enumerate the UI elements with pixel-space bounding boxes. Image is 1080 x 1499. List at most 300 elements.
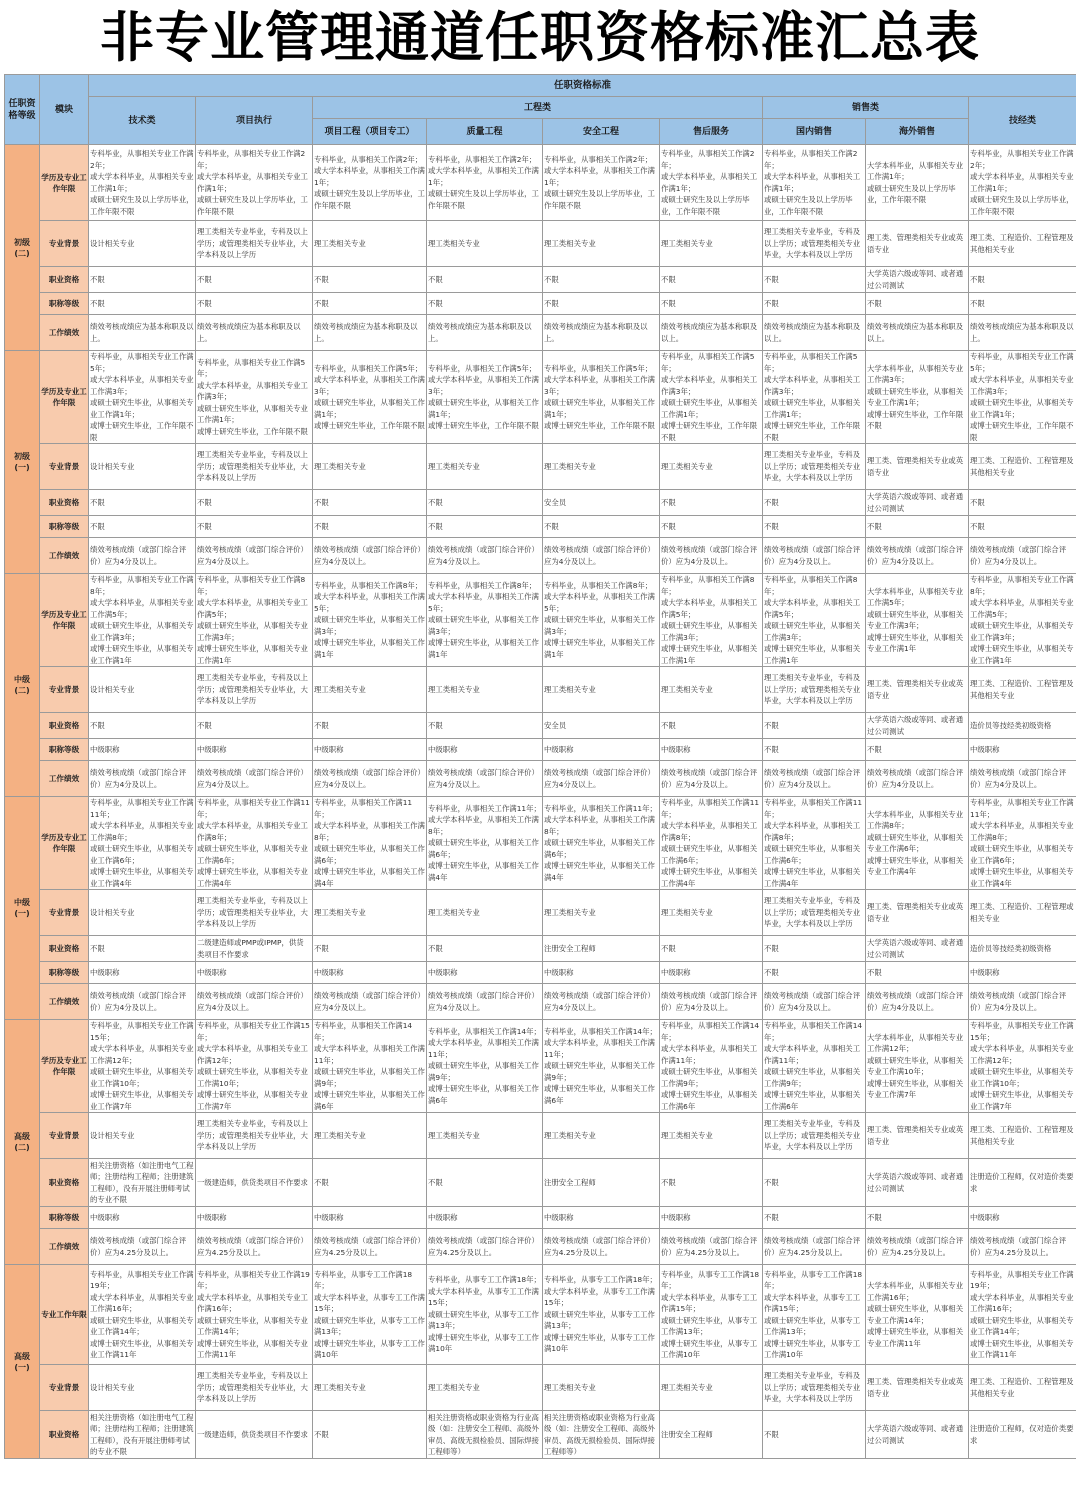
standard-cell: 专科毕业，从事相关专业工作满8年； 或大学本科毕业，从事相关专业工作满5年； 或硕士研究生毕业，从事相关专业工作满3年； 或博士研究生毕业，从事相关专业工作满1年 xyxy=(969,574,1077,667)
module-cell: 职业资格 xyxy=(40,1411,89,1459)
standard-cell: 专科毕业，从事相关专业工作满8年； 或大学本科毕业，从事相关专业工作满5年； 或硕士研究生毕业，从事相关专业工作满3年； 或博士研究生毕业，从事相关专业工作满1年 xyxy=(196,574,313,667)
module-cell: 职称等级 xyxy=(40,293,89,315)
standard-cell: 相关注册资格（如注册电气工程师；注册结构工程师；注册建筑工程师），没有开展注册师考试的专业不限 xyxy=(89,1159,196,1207)
standard-cell: 理工类、管理类相关专业或英语专业 xyxy=(866,1113,969,1159)
standard-cell: 专科毕业，从事相关工作满2年； 或大学本科毕业，从事相关工作满1年； 或硕士研究生及以上学历毕业，工作年限不限 xyxy=(313,145,427,221)
standard-cell: 理工类相关专业 xyxy=(660,890,763,936)
standard-cell: 设计相关专业 xyxy=(89,221,196,267)
standard-cell: 不限 xyxy=(313,267,427,293)
standard-cell: 绩效考核成绩（或部门综合评价）应为4分及以上。 xyxy=(196,984,313,1020)
header-eng-safety: 安全工程 xyxy=(543,119,660,145)
header-eng-aftersales: 售后服务 xyxy=(660,119,763,145)
standard-cell: 不限 xyxy=(196,293,313,315)
standard-cell: 专科毕业，从事相关工作满14年； 或大学本科毕业，从事相关工作满11年； 或硕士研究生毕业，从事相关工作满9年； 或博士研究生毕业，从事相关工作满6年 xyxy=(763,1020,866,1113)
standard-cell: 大学英语六级或等同、或者通过公司测试 xyxy=(866,936,969,962)
module-cell: 学历及专业工作年限 xyxy=(40,797,89,890)
module-cell: 职称等级 xyxy=(40,962,89,984)
table-row xyxy=(5,538,1077,574)
header-eng: 工程类 xyxy=(313,97,763,119)
standard-cell: 中级职称 xyxy=(969,739,1077,761)
standard-cell: 相关注册资格或职业资格为行业高级（如：注册安全工程师、高级外审员、高级无损检验员、国际焊接工程师等） xyxy=(427,1411,543,1459)
module-cell: 职称等级 xyxy=(40,516,89,538)
standard-cell: 不限 xyxy=(763,1159,866,1207)
standard-cell: 理工类相关专业毕业，专科及以上学历；或管理类相关专业毕业，大学本科及以上学历 xyxy=(196,444,313,490)
standard-cell: 专科毕业，从事相关工作满5年； 或大学本科毕业，从事相关工作满3年； 或硕士研究生毕业，从事相关工作满1年； 或博士研究生毕业，工作年限不限 xyxy=(427,351,543,444)
standard-cell: 专科毕业，从事相关工作满8年； 或大学本科毕业，从事相关工作满5年； 或硕士研究生毕业，从事相关工作满3年； 或博士研究生毕业，从事相关工作满1年 xyxy=(660,574,763,667)
standard-cell: 不限 xyxy=(969,490,1077,516)
standard-cell: 不限 xyxy=(427,516,543,538)
table-row xyxy=(5,267,1077,293)
standard-cell: 不限 xyxy=(763,1411,866,1459)
standard-cell: 不限 xyxy=(763,713,866,739)
standard-cell: 大学英语六级或等同、或者通过公司测试 xyxy=(866,1411,969,1459)
standard-cell: 专科毕业，从事相关专业工作满11年； 或大学本科毕业，从事相关专业工作满8年； 或硕士研究生毕业，从事相关专业工作满6年； 或博士研究生毕业，从事相关专业工作满4年 xyxy=(196,797,313,890)
standard-cell: 理工类相关专业毕业，专科及以上学历；或管理类相关专业毕业，大学本科及以上学历 xyxy=(196,667,313,713)
standard-cell: 理工类相关专业 xyxy=(427,444,543,490)
standard-cell: 绩效考核成绩（或部门综合评价）应为4分及以上。 xyxy=(89,984,196,1020)
standard-cell: 专科毕业，从事相关工作满11年； 或大学本科毕业，从事相关工作满8年； 或硕士研究生毕业，从事相关工作满6年； 或博士研究生毕业，从事相关工作满4年 xyxy=(314,798,425,888)
standard-cell: 不限 xyxy=(313,516,427,538)
module-cell: 职业资格 xyxy=(40,267,89,293)
standard-cell: 绩效考核成绩（或部门综合评价）应为4.25分及以上。 xyxy=(969,1229,1077,1265)
standard-cell: 不限 xyxy=(313,293,427,315)
standard-cell: 不限 xyxy=(763,739,866,761)
standard-cell: 绩效考核成绩（或部门综合评价）应为4分及以上。 xyxy=(660,761,763,797)
standard-cell: 注册造价工程师，仅对造价类要求 xyxy=(969,1411,1077,1459)
table-row xyxy=(5,962,1077,984)
table-row xyxy=(5,1365,1077,1411)
module-cell: 工作绩效 xyxy=(40,761,89,797)
standard-cell: 绩效考核成绩（或部门综合评价）应为4分及以上。 xyxy=(543,761,660,797)
standard-cell: 中级职称 xyxy=(969,962,1077,984)
standard-cell: 大学英语六级或等同、或者通过公司测试 xyxy=(866,267,969,293)
grade-level-cell: 中级 (一) xyxy=(5,797,40,1020)
standard-cell: 专科毕业，从事相关专业工作满11年； 或大学本科毕业，从事相关专业工作满8年； 或硕士研究生毕业，从事相关专业工作满6年； 或博士研究生毕业，从事相关专业工作满4年 xyxy=(969,797,1077,890)
module-cell: 工作绩效 xyxy=(40,315,89,351)
standard-cell: 理工类相关专业 xyxy=(313,667,427,713)
standard-cell: 中级职称 xyxy=(427,1207,543,1229)
standard-cell: 绩效考核成绩（或部门综合评价）应为4分及以上。 xyxy=(196,761,313,797)
standard-cell: 专科毕业，从事专工工作满18年； 或大学本科毕业，从事专工工作满15年； 或硕士研究生毕业，从事专工工作满13年； 或博士研究生毕业，从事专工工作满10年 xyxy=(660,1265,763,1365)
standard-cell: 造价员等技经类初级资格 xyxy=(969,713,1077,739)
standard-cell: 专科毕业，从事相关工作满8年； 或大学本科毕业，从事相关工作满5年； 或硕士研究生毕业，从事相关工作满3年； 或博士研究生毕业，从事相关工作满1年 xyxy=(763,574,866,667)
grade-level-cell: 中级 (二) xyxy=(5,574,40,797)
standard-cell: 中级职称 xyxy=(427,739,543,761)
standard-cell: 大学本科毕业，从事相关专业工作满5年； 或硕士研究生毕业，从事相关专业工作满3年； 或博士研究生毕业，从事相关专业工作满1年 xyxy=(866,574,969,667)
standard-cell: 专科毕业，从事相关专业工作满11年； 或大学本科毕业，从事相关专业工作满8年； 或硕士研究生毕业，从事相关专业工作满6年； 或博士研究生毕业，从事相关专业工作满4年 xyxy=(89,797,196,890)
standard-cell: 专科毕业，从事相关专业工作满15年； 或大学本科毕业，从事相关专业工作满12年； 或硕士研究生毕业，从事相关专业工作满10年； 或博士研究生毕业，从事相关专业工作满7年 xyxy=(969,1020,1077,1113)
module-cell: 职称等级 xyxy=(40,1207,89,1229)
standard-cell: 不限 xyxy=(543,516,660,538)
module-cell: 专业背景 xyxy=(40,444,89,490)
grade-level-cell: 高级 (一) xyxy=(5,1265,40,1459)
standard-cell: 理工类相关专业 xyxy=(543,444,660,490)
standard-cell: 理工类、管理类相关专业或英语专业 xyxy=(866,444,969,490)
standard-cell: 设计相关专业 xyxy=(89,444,196,490)
standard-cell: 理工类、工程造价、工程管理或相关专业 xyxy=(969,890,1077,936)
standard-cell: 不限 xyxy=(763,293,866,315)
standard-cell: 安全员 xyxy=(543,490,660,516)
standard-cell: 大学本科毕业，从事相关专业工作满1年； 或硕士研究生及以上学历毕业，工作年限不限 xyxy=(866,145,969,221)
standard-cell: 中级职称 xyxy=(196,1207,313,1229)
header-grade: 任职资格等级 xyxy=(5,75,40,145)
standard-cell: 理工类相关专业 xyxy=(660,444,763,490)
standard-cell: 不限 xyxy=(969,267,1077,293)
standard-cell: 专科毕业，从事相关工作满5年； 或大学本科毕业，从事相关工作满3年； 或硕士研究生毕业，从事相关工作满1年； 或博士研究生毕业，工作年限不限 xyxy=(660,351,763,444)
standard-cell: 绩效考核成绩应为基本称职及以上。 xyxy=(313,315,427,351)
header-skill: 技经类 xyxy=(969,97,1077,145)
standard-cell: 理工类、工程造价、工程管理及其他相关专业 xyxy=(969,221,1077,267)
standard-cell: 理工类相关专业毕业，专科及以上学历；或管理类相关专业毕业，大学本科及以上学历 xyxy=(196,890,313,936)
standard-cell: 不限 xyxy=(427,936,543,962)
module-cell: 专业背景 xyxy=(40,221,89,267)
module-cell: 工作绩效 xyxy=(40,1229,89,1265)
standard-cell: 不限 xyxy=(763,516,866,538)
standard-cell: 绩效考核成绩应为基本称职及以上。 xyxy=(660,315,763,351)
module-cell: 学历及专业工作年限 xyxy=(40,351,89,444)
standard-cell: 不限 xyxy=(89,936,196,962)
standard-cell: 不限 xyxy=(313,490,427,516)
standard-cell: 不限 xyxy=(89,516,196,538)
standard-cell: 理工类相关专业毕业，专科及以上学历；或管理类相关专业毕业，大学本科及以上学历 xyxy=(196,221,313,267)
standard-cell: 绩效考核成绩应为基本称职及以上。 xyxy=(427,315,543,351)
standard-cell: 理工类相关专业毕业，专科及以上学历；或管理类相关专业毕业，大学本科及以上学历 xyxy=(763,221,866,267)
standard-cell: 绩效考核成绩（或部门综合评价）应为4分及以上。 xyxy=(427,984,543,1020)
standard-cell: 专科毕业，从事相关专业工作满15年； 或大学本科毕业，从事相关专业工作满12年； 或硕士研究生毕业，从事相关专业工作满10年； 或博士研究生毕业，从事相关专业工作满7年 xyxy=(196,1020,313,1113)
standard-cell: 专科毕业，从事相关专业工作满5年； 或大学本科毕业，从事相关专业工作满3年； 或硕士研究生毕业，从事相关专业工作满1年； 或博士研究生毕业，工作年限不限 xyxy=(89,351,196,444)
module-cell: 专业工作年限 xyxy=(40,1265,89,1365)
standard-cell: 绩效考核成绩应为基本称职及以上。 xyxy=(89,315,196,351)
table-row xyxy=(5,293,1077,315)
standard-cell: 中级职称 xyxy=(313,1207,427,1229)
standard-cell: 专科毕业，从事相关工作满14年； 或大学本科毕业，从事相关工作满11年； 或硕士研究生毕业，从事相关工作满9年； 或博士研究生毕业，从事相关工作满6年 xyxy=(660,1020,763,1113)
standard-cell: 中级职称 xyxy=(969,1207,1077,1229)
table-row xyxy=(5,1113,1077,1159)
standard-cell: 中级职称 xyxy=(543,739,660,761)
standard-cell: 专科毕业，从事相关工作满11年； 或大学本科毕业，从事相关工作满8年； 或硕士研究生毕业，从事相关工作满6年； 或博士研究生毕业，从事相关工作满4年 xyxy=(763,797,866,890)
standard-cell: 专科毕业，从事相关工作满14年； 或大学本科毕业，从事相关工作满11年； 或硕士研究生毕业，从事相关工作满9年； 或博士研究生毕业，从事相关工作满6年 xyxy=(543,1020,660,1113)
standard-cell: 绩效考核成绩应为基本称职及以上。 xyxy=(866,315,969,351)
standard-cell: 绩效考核成绩（或部门综合评价）应为4.25分及以上。 xyxy=(196,1229,313,1265)
standards-table xyxy=(4,74,1076,1459)
standard-cell: 绩效考核成绩（或部门综合评价）应为4.25分及以上。 xyxy=(89,1229,196,1265)
standard-cell: 绩效考核成绩（或部门综合评价）应为4分及以上。 xyxy=(969,984,1077,1020)
standard-cell: 专科毕业，从事相关专业工作满5年； 或大学本科毕业，从事相关专业工作满3年； 或硕士研究生毕业，从事相关专业工作满1年； 或博士研究生毕业，工作年限不限 xyxy=(196,351,313,444)
standard-cell: 理工类相关专业毕业，专科及以上学历；或管理类相关专业毕业，大学本科及以上学历 xyxy=(196,1365,313,1411)
standard-cell: 理工类、工程造价、工程管理及其他相关专业 xyxy=(969,444,1077,490)
standard-cell: 理工类相关专业 xyxy=(543,890,660,936)
standard-cell: 不限 xyxy=(660,267,763,293)
standard-cell: 绩效考核成绩（或部门综合评价）应为4分及以上。 xyxy=(969,761,1077,797)
standard-cell: 理工类、管理类相关专业或英语专业 xyxy=(866,890,969,936)
standard-cell: 不限 xyxy=(866,739,969,761)
standard-cell: 专科毕业，从事专工工作满18年； 或大学本科毕业，从事专工工作满15年； 或硕士研究生毕业，从事专工工作满13年； 或博士研究生毕业，从事专工工作满10年 xyxy=(427,1265,543,1365)
standard-cell: 理工类相关专业 xyxy=(427,1113,543,1159)
standard-cell: 绩效考核成绩（或部门综合评价）应为4分及以上。 xyxy=(313,538,427,574)
standard-cell: 专科毕业，从事相关工作满14年； 或大学本科毕业，从事相关工作满11年； 或硕士研究生毕业，从事相关工作满9年； 或博士研究生毕业，从事相关工作满6年 xyxy=(314,1021,425,1111)
standard-cell: 绩效考核成绩（或部门综合评价）应为4.25分及以上。 xyxy=(866,1229,969,1265)
module-cell: 职业资格 xyxy=(40,1159,89,1207)
header-sales-domestic: 国内销售 xyxy=(763,119,866,145)
standard-cell: 专科毕业，从事相关工作满2年； 或大学本科毕业，从事相关工作满1年； 或硕士研究生及以上学历毕业，工作年限不限 xyxy=(543,145,660,221)
standard-cell: 不限 xyxy=(427,713,543,739)
standard-cell: 理工类相关专业毕业，专科及以上学历；或管理类相关专业毕业，大学本科及以上学历 xyxy=(763,444,866,490)
standard-cell: 专科毕业，从事相关专业工作满8年； 或大学本科毕业，从事相关专业工作满5年； 或硕士研究生毕业，从事相关专业工作满3年； 或博士研究生毕业，从事相关专业工作满1年 xyxy=(89,574,196,667)
standard-cell: 大学本科毕业，从事相关专业工作满3年； 或硕士研究生毕业，从事相关专业工作满1年； 或博士研究生毕业，工作年限不限 xyxy=(866,351,969,444)
standard-cell: 理工类相关专业 xyxy=(427,890,543,936)
standard-cell: 绩效考核成绩（或部门综合评价）应为4分及以上。 xyxy=(427,761,543,797)
standard-cell: 不限 xyxy=(763,490,866,516)
standard-cell: 专科毕业，从事相关专业工作满19年； 或大学本科毕业，从事相关专业工作满16年； 或硕士研究生毕业，从事相关专业工作满14年； 或博士研究生毕业，从事相关专业工作满11年 xyxy=(969,1265,1077,1365)
module-cell: 工作绩效 xyxy=(40,538,89,574)
standard-cell: 理工类相关专业 xyxy=(427,221,543,267)
standard-cell: 不限 xyxy=(89,490,196,516)
header-tech: 技术类 xyxy=(89,97,196,145)
standard-cell: 绩效考核成绩（或部门综合评价）应为4分及以上。 xyxy=(543,538,660,574)
standard-cell: 一级建造师，供货类项目不作要求 xyxy=(196,1411,313,1459)
standard-cell: 理工类相关专业毕业，专科及以上学历；或管理类相关专业毕业，大学本科及以上学历 xyxy=(763,1365,866,1411)
standard-cell: 理工类相关专业毕业，专科及以上学历；或管理类相关专业毕业，大学本科及以上学历 xyxy=(763,890,866,936)
standard-cell: 不限 xyxy=(763,1207,866,1229)
standard-cell: 理工类相关专业 xyxy=(543,1365,660,1411)
standard-cell: 注册安全工程师 xyxy=(543,936,660,962)
standard-cell: 理工类相关专业 xyxy=(660,1365,763,1411)
standard-cell: 不限 xyxy=(866,962,969,984)
standard-cell: 中级职称 xyxy=(196,739,313,761)
standard-cell: 专科毕业，从事专工工作满18年； 或大学本科毕业，从事专工工作满15年； 或硕士研究生毕业，从事专工工作满13年； 或博士研究生毕业，从事专工工作满10年 xyxy=(763,1265,866,1365)
header-standard: 任职资格标准 xyxy=(89,75,1077,97)
standard-cell: 中级职称 xyxy=(543,1207,660,1229)
table-row xyxy=(5,221,1077,267)
table-row xyxy=(5,713,1077,739)
standard-cell: 专科毕业，从事相关工作满5年； 或大学本科毕业，从事相关工作满3年； 或硕士研究生毕业，从事相关工作满1年； 或博士研究生毕业，工作年限不限 xyxy=(313,351,427,444)
standard-cell: 二级建造师或PMP或IPMP，供货类项目不作要求 xyxy=(196,936,313,962)
standard-cell: 绩效考核成绩应为基本称职及以上。 xyxy=(969,315,1077,351)
standard-cell: 专科毕业，从事相关专业工作满19年； 或大学本科毕业，从事相关专业工作满16年； 或硕士研究生毕业，从事相关专业工作满14年； 或博士研究生毕业，从事相关专业工作满11年 xyxy=(89,1265,196,1365)
standard-cell: 理工类、工程造价、工程管理及其他相关专业 xyxy=(969,667,1077,713)
module-cell: 专业背景 xyxy=(40,667,89,713)
standard-cell: 不限 xyxy=(543,267,660,293)
standards-table-container xyxy=(4,74,1076,1499)
standard-cell: 设计相关专业 xyxy=(89,1365,196,1411)
standard-cell: 中级职称 xyxy=(196,962,313,984)
grade-level-cell: 初级 (一) xyxy=(5,351,40,574)
standard-cell: 不限 xyxy=(660,936,763,962)
standard-cell: 不限 xyxy=(427,490,543,516)
header-sales-overseas: 海外销售 xyxy=(866,119,969,145)
standard-cell: 绩效考核成绩应为基本称职及以上。 xyxy=(763,315,866,351)
table-row xyxy=(5,490,1077,516)
standard-cell: 绩效考核成绩应为基本称职及以上。 xyxy=(196,315,313,351)
standard-cell: 专科毕业，从事相关专业工作满2年； 或大学本科毕业，从事相关专业工作满1年； 或硕士研究生及以上学历毕业，工作年限不限 xyxy=(89,145,196,221)
standard-cell: 绩效考核成绩（或部门综合评价）应为4分及以上。 xyxy=(763,984,866,1020)
standard-cell: 大学本科毕业，从事相关专业工作满16年； 或硕士研究生毕业，从事相关专业工作满14年； 或博士研究生毕业，从事相关专业工作满11年 xyxy=(866,1265,969,1365)
module-cell: 职业资格 xyxy=(40,936,89,962)
table-row xyxy=(5,1411,1077,1459)
standard-cell: 不限 xyxy=(427,267,543,293)
standard-cell: 绩效考核成绩（或部门综合评价）应为4分及以上。 xyxy=(313,761,427,797)
standard-cell: 绩效考核成绩（或部门综合评价）应为4分及以上。 xyxy=(866,984,969,1020)
table-row xyxy=(5,761,1077,797)
module-cell: 职业资格 xyxy=(40,490,89,516)
table-row xyxy=(5,516,1077,538)
table-row xyxy=(5,890,1077,936)
standard-cell: 绩效考核成绩（或部门综合评价）应为4分及以上。 xyxy=(196,538,313,574)
standard-cell: 大学英语六级或等同、或者通过公司测试 xyxy=(866,1159,969,1207)
standard-cell: 不限 xyxy=(196,490,313,516)
standard-cell: 不限 xyxy=(196,516,313,538)
standard-cell: 设计相关专业 xyxy=(89,890,196,936)
standard-cell: 绩效考核成绩（或部门综合评价）应为4.25分及以上。 xyxy=(313,1229,427,1265)
standard-cell: 绩效考核成绩（或部门综合评价）应为4分及以上。 xyxy=(427,538,543,574)
standard-cell: 绩效考核成绩（或部门综合评价）应为4.25分及以上。 xyxy=(660,1229,763,1265)
standard-cell: 专科毕业，从事相关专业工作满2年； 或大学本科毕业，从事相关专业工作满1年； 或硕士研究生及以上学历毕业，工作年限不限 xyxy=(196,145,313,221)
module-cell: 专业背景 xyxy=(40,890,89,936)
standard-cell: 专科毕业，从事相关工作满5年； 或大学本科毕业，从事相关工作满3年； 或硕士研究生毕业，从事相关工作满1年； 或博士研究生毕业，工作年限不限 xyxy=(763,351,866,444)
standard-cell: 专科毕业，从事相关工作满5年； 或大学本科毕业，从事相关工作满3年； 或硕士研究生毕业，从事相关工作满1年； 或博士研究生毕业，工作年限不限 xyxy=(543,351,660,444)
module-cell: 工作绩效 xyxy=(40,984,89,1020)
standard-cell: 理工类相关专业 xyxy=(313,221,427,267)
table-row xyxy=(5,1229,1077,1265)
table-row xyxy=(5,936,1077,962)
standard-cell: 理工类、管理类相关专业或英语专业 xyxy=(866,667,969,713)
standard-cell: 不限 xyxy=(427,1159,543,1207)
page-title: 非专业管理通道任职资格标准汇总表 xyxy=(100,6,980,69)
standard-cell: 绩效考核成绩（或部门综合评价）应为4.25分及以上。 xyxy=(543,1229,660,1265)
standard-cell: 不限 xyxy=(89,267,196,293)
standard-cell: 专科毕业，从事专工工作满18年； 或大学本科毕业，从事专工工作满15年； 或硕士研究生毕业，从事专工工作满13年； 或博士研究生毕业，从事专工工作满10年 xyxy=(543,1265,660,1365)
standard-cell: 大学英语六级或等同、或者通过公司测试 xyxy=(866,713,969,739)
standard-cell: 绩效考核成绩（或部门综合评价）应为4分及以上。 xyxy=(866,761,969,797)
standard-cell: 大学本科毕业，从事相关专业工作满12年； 或硕士研究生毕业，从事相关专业工作满10年； 或博士研究生毕业，从事相关专业工作满7年 xyxy=(866,1020,969,1113)
standard-cell: 不限 xyxy=(866,293,969,315)
standard-cell: 理工类相关专业 xyxy=(313,1113,427,1159)
standard-cell: 绩效考核成绩（或部门综合评价）应为4.25分及以上。 xyxy=(427,1229,543,1265)
table-row xyxy=(5,1265,1077,1365)
standard-cell: 不限 xyxy=(866,1207,969,1229)
standard-cell: 中级职称 xyxy=(660,1207,763,1229)
standard-cell: 中级职称 xyxy=(427,962,543,984)
standard-cell: 绩效考核成绩应为基本称职及以上。 xyxy=(543,315,660,351)
standard-cell: 不限 xyxy=(89,713,196,739)
standard-cell: 绩效考核成绩（或部门综合评价）应为4分及以上。 xyxy=(89,538,196,574)
table-row xyxy=(5,739,1077,761)
standard-cell: 专科毕业，从事相关专业工作满19年； 或大学本科毕业，从事相关专业工作满16年； 或硕士研究生毕业，从事相关专业工作满14年； 或博士研究生毕业，从事相关专业工作满11年 xyxy=(196,1265,313,1365)
standard-cell: 理工类相关专业 xyxy=(313,890,427,936)
module-cell: 学历及专业工作年限 xyxy=(40,145,89,221)
grade-level-cell: 高级 (二) xyxy=(5,1020,40,1265)
table-row xyxy=(5,1207,1077,1229)
standard-cell: 不限 xyxy=(427,293,543,315)
standard-cell: 安全员 xyxy=(543,713,660,739)
standard-cell: 相关注册资格（如注册电气工程师；注册结构工程师；注册建筑工程师），没有开展注册师考试的专业不限 xyxy=(89,1411,196,1459)
standard-cell: 理工类相关专业 xyxy=(660,667,763,713)
header-sales: 销售类 xyxy=(763,97,969,119)
standard-cell: 注册安全工程师 xyxy=(543,1159,660,1207)
standard-cell: 不限 xyxy=(660,293,763,315)
standard-cell: 设计相关专业 xyxy=(89,667,196,713)
standard-cell: 不限 xyxy=(763,267,866,293)
module-cell: 专业背景 xyxy=(40,1365,89,1411)
standard-cell: 不限 xyxy=(313,1411,427,1459)
standard-cell: 专科毕业，从事相关工作满2年； 或大学本科毕业，从事相关工作满1年； 或硕士研究生及以上学历毕业，工作年限不限 xyxy=(660,145,763,221)
standard-cell: 不限 xyxy=(313,936,427,962)
standard-cell: 不限 xyxy=(89,293,196,315)
table-row xyxy=(5,574,1077,667)
standard-cell: 不限 xyxy=(660,1159,763,1207)
standard-cell: 理工类相关专业 xyxy=(543,667,660,713)
standard-cell: 注册安全工程师 xyxy=(660,1411,763,1459)
standard-cell: 理工类、工程造价、工程管理及其他相关专业 xyxy=(969,1113,1077,1159)
standard-cell: 不限 xyxy=(196,713,313,739)
standard-cell: 理工类、工程造价、工程管理及其他相关专业 xyxy=(969,1365,1077,1411)
table-row xyxy=(5,145,1077,221)
standard-cell: 不限 xyxy=(660,490,763,516)
standard-cell: 专科毕业，从事相关工作满14年； 或大学本科毕业，从事相关工作满11年； 或硕士研究生毕业，从事相关工作满9年； 或博士研究生毕业，从事相关工作满6年 xyxy=(427,1020,543,1113)
header-eng-quality: 质量工程 xyxy=(427,119,543,145)
standard-cell: 中级职称 xyxy=(313,739,427,761)
standard-cell: 中级职称 xyxy=(89,739,196,761)
standard-cell: 不限 xyxy=(196,267,313,293)
standard-cell: 专科毕业，从事专工工作满18年； 或大学本科毕业，从事专工工作满15年； 或硕士研究生毕业，从事专工工作满13年； 或博士研究生毕业，从事专工工作满10年 xyxy=(313,1265,427,1365)
grade-level-cell: 初级 (二) xyxy=(5,145,40,351)
module-cell: 职称等级 xyxy=(40,739,89,761)
standard-cell: 专科毕业，从事相关专业工作满15年； 或大学本科毕业，从事相关专业工作满12年； 或硕士研究生毕业，从事相关专业工作满10年； 或博士研究生毕业，从事相关专业工作满7年 xyxy=(89,1020,196,1113)
standard-cell: 大学英语六级或等同、或者通过公司测试 xyxy=(866,490,969,516)
standard-cell: 理工类相关专业 xyxy=(313,1365,427,1411)
standard-cell: 绩效考核成绩（或部门综合评价）应为4分及以上。 xyxy=(543,984,660,1020)
standard-cell: 理工类相关专业毕业，专科及以上学历；或管理类相关专业毕业，大学本科及以上学历 xyxy=(763,667,866,713)
standard-cell: 不限 xyxy=(313,713,427,739)
table-row xyxy=(5,351,1077,444)
table-row xyxy=(5,444,1077,490)
module-cell: 专业背景 xyxy=(40,1113,89,1159)
table-row xyxy=(5,984,1077,1020)
standard-cell: 理工类相关专业毕业，专科及以上学历；或管理类相关专业毕业，大学本科及以上学历 xyxy=(763,1113,866,1159)
standard-cell: 理工类相关专业 xyxy=(660,221,763,267)
standard-cell: 专科毕业，从事相关工作满11年； 或大学本科毕业，从事相关工作满8年； 或硕士研究生毕业，从事相关工作满6年； 或博士研究生毕业，从事相关工作满4年 xyxy=(660,797,763,890)
module-cell: 学历及专业工作年限 xyxy=(40,1020,89,1113)
standard-cell: 绩效考核成绩（或部门综合评价）应为4分及以上。 xyxy=(866,538,969,574)
standard-cell: 不限 xyxy=(866,516,969,538)
standard-cell: 专科毕业，从事相关工作满8年； 或大学本科毕业，从事相关工作满5年； 或硕士研究生毕业，从事相关工作满3年； 或博士研究生毕业，从事相关工作满1年 xyxy=(313,574,427,667)
standard-cell: 理工类、管理类相关专业或英语专业 xyxy=(866,1365,969,1411)
standard-cell: 绩效考核成绩（或部门综合评价）应为4分及以上。 xyxy=(660,538,763,574)
standard-cell: 理工类相关专业 xyxy=(427,1365,543,1411)
standard-cell: 造价员等技经类初级资格 xyxy=(969,936,1077,962)
module-cell: 职业资格 xyxy=(40,713,89,739)
standard-cell: 专科毕业，从事相关工作满8年； 或大学本科毕业，从事相关工作满5年； 或硕士研究生毕业，从事相关工作满3年； 或博士研究生毕业，从事相关工作满1年 xyxy=(543,574,660,667)
standard-cell: 不限 xyxy=(763,962,866,984)
table-row xyxy=(5,797,1077,890)
standard-cell: 专科毕业，从事相关专业工作满5年； 或大学本科毕业，从事相关专业工作满3年； 或硕士研究生毕业，从事相关专业工作满1年； 或博士研究生毕业，工作年限不限 xyxy=(969,351,1077,444)
standard-cell: 绩效考核成绩（或部门综合评价）应为4分及以上。 xyxy=(763,538,866,574)
standard-cell: 设计相关专业 xyxy=(89,1113,196,1159)
standard-cell: 中级职称 xyxy=(89,962,196,984)
standard-cell: 理工类相关专业 xyxy=(660,1113,763,1159)
standard-cell: 绩效考核成绩（或部门综合评价）应为4分及以上。 xyxy=(89,761,196,797)
standard-cell: 不限 xyxy=(763,936,866,962)
standard-cell: 专科毕业，从事相关工作满8年； 或大学本科毕业，从事相关工作满5年； 或硕士研究生毕业，从事相关工作满3年； 或博士研究生毕业，从事相关工作满1年 xyxy=(427,574,543,667)
standard-cell: 中级职称 xyxy=(89,1207,196,1229)
standard-cell: 不限 xyxy=(969,516,1077,538)
table-row xyxy=(5,1020,1077,1113)
standard-cell: 不限 xyxy=(660,516,763,538)
standard-cell: 中级职称 xyxy=(660,739,763,761)
standard-cell: 不限 xyxy=(660,713,763,739)
table-row xyxy=(5,1159,1077,1207)
standard-cell: 中级职称 xyxy=(313,962,427,984)
